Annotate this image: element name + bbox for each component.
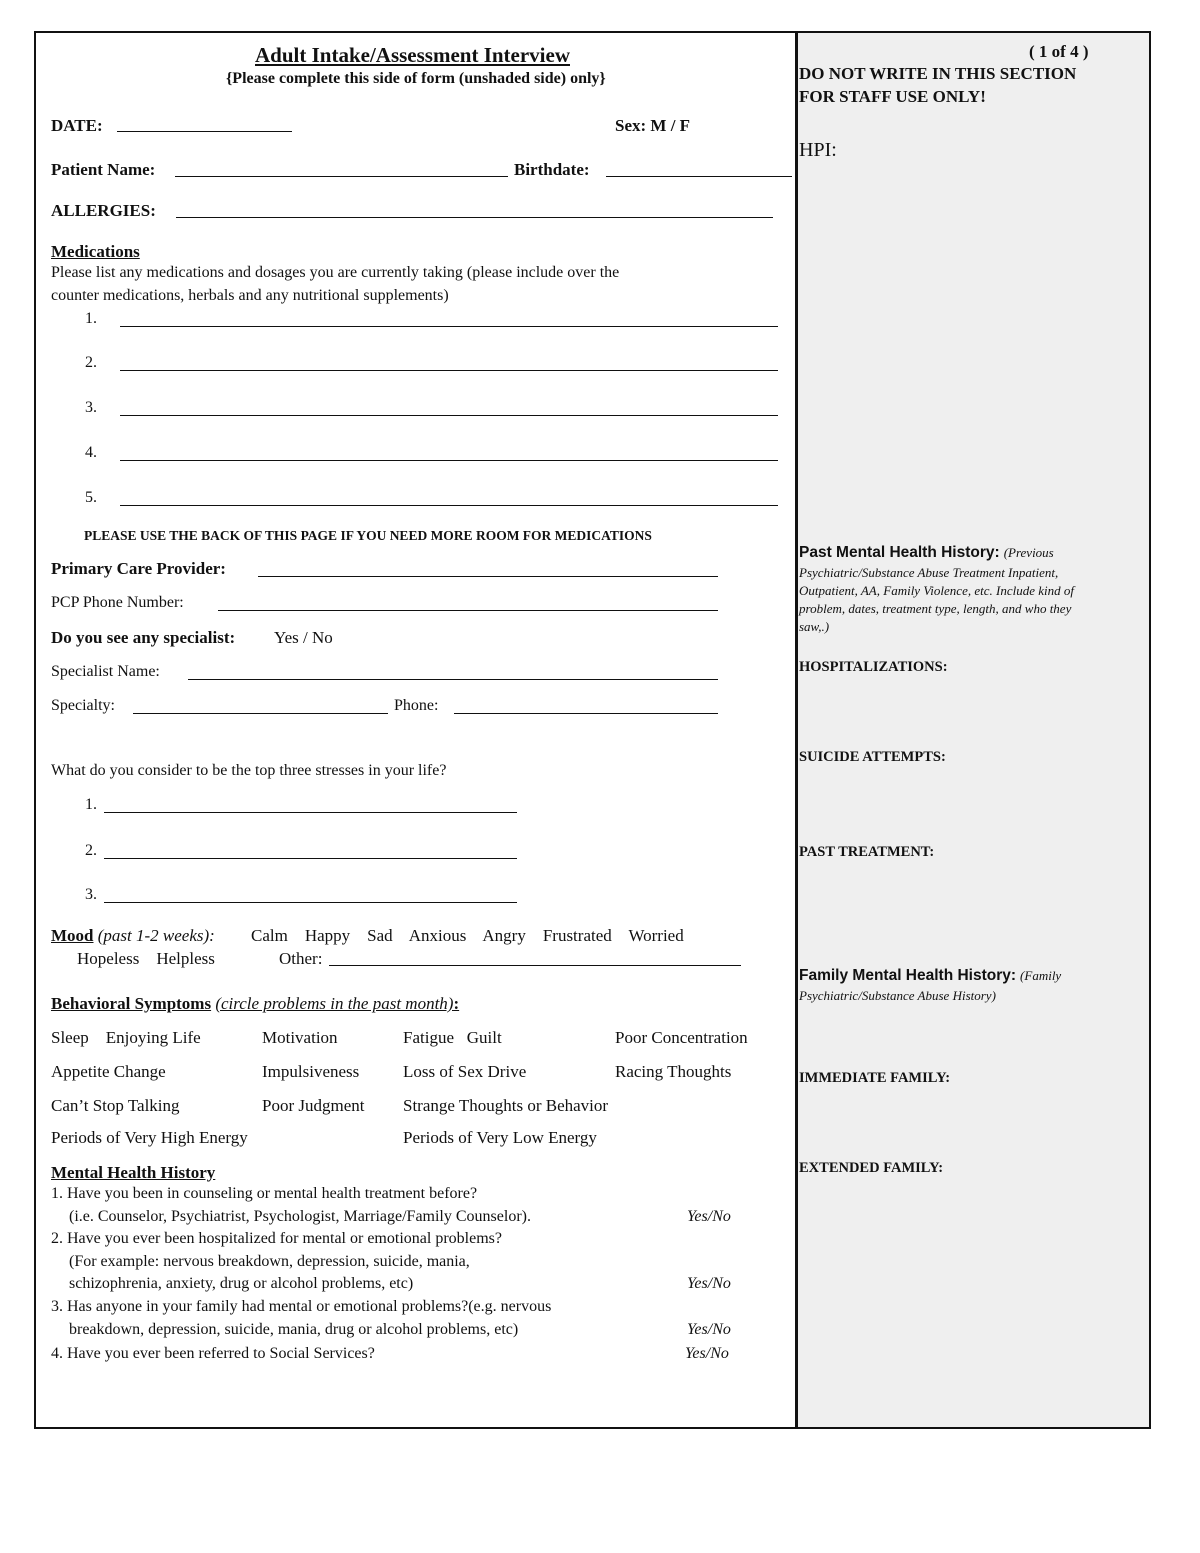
mood-timeframe: (past 1-2 weeks): bbox=[97, 926, 215, 945]
specialist-name-field[interactable] bbox=[188, 679, 718, 680]
stress-field-2[interactable] bbox=[104, 858, 517, 859]
symptom-option[interactable]: Impulsiveness bbox=[262, 1062, 360, 1081]
medications-instructions-1: Please list any medications and dosages you are currently taking (please include over the bbox=[51, 264, 620, 281]
form-title: Adult Intake/Assessment Interview bbox=[255, 43, 570, 67]
birthdate-label: Birthdate: bbox=[514, 160, 590, 179]
symptom-option[interactable]: Appetite Change bbox=[51, 1062, 166, 1081]
specialist-phone-field[interactable] bbox=[454, 713, 718, 714]
date-label: DATE: bbox=[51, 116, 103, 135]
behavioral-heading-row bbox=[51, 994, 459, 1014]
mh-question-4-yes-no[interactable]: Yes/No bbox=[685, 1345, 729, 1362]
medications-heading: Medications bbox=[51, 242, 140, 261]
behavioral-subheading: (circle problems in the past month) bbox=[215, 994, 454, 1013]
mood-options-1[interactable]: Calm Happy Sad Anxious Angry Frustrated Worried bbox=[251, 926, 684, 945]
mh-question-1-yes-no[interactable]: Yes/No bbox=[687, 1208, 731, 1225]
mh-question-2-line-2: (For example: nervous breakdown, depression, suicide, mania, bbox=[69, 1253, 470, 1270]
past-mh-history bbox=[799, 544, 1054, 562]
date-field[interactable] bbox=[117, 131, 292, 132]
symptom-option[interactable]: Fatigue Guilt bbox=[403, 1028, 502, 1047]
mood-other-label: Other: bbox=[279, 949, 323, 968]
stress-field-1[interactable] bbox=[104, 812, 517, 813]
hpi-label: HPI: bbox=[799, 139, 837, 161]
suicide-attempts-label: SUICIDE ATTEMPTS: bbox=[799, 749, 946, 765]
patient-name-field[interactable] bbox=[175, 176, 508, 177]
patient-name-label: Patient Name: bbox=[51, 160, 156, 179]
past-mh-note-2: Psychiatric/Substance Abuse Treatment Inpatient, bbox=[799, 565, 1059, 580]
symptom-option[interactable]: Loss of Sex Drive bbox=[403, 1062, 527, 1081]
pcp-field[interactable] bbox=[258, 576, 718, 577]
medication-number: 2. bbox=[85, 354, 97, 371]
symptom-option[interactable]: Racing Thoughts bbox=[615, 1062, 732, 1081]
stress-number: 3. bbox=[85, 886, 97, 903]
pcp-phone-field[interactable] bbox=[218, 610, 718, 611]
medication-field-4[interactable] bbox=[120, 460, 778, 461]
symptom-option[interactable]: Strange Thoughts or Behavior bbox=[403, 1096, 609, 1115]
stresses-question: What do you consider to be the top three stresses in your life? bbox=[51, 762, 447, 779]
staff-warning-1: DO NOT WRITE IN THIS SECTION bbox=[799, 64, 1077, 83]
phone-label: Phone: bbox=[394, 697, 439, 714]
past-mh-note-5: saw,.) bbox=[799, 619, 830, 634]
medication-field-2[interactable] bbox=[120, 370, 778, 371]
specialty-field[interactable] bbox=[133, 713, 388, 714]
medication-number: 5. bbox=[85, 489, 97, 506]
mh-question-1-line-1: 1. Have you been in counseling or mental health treatment before? bbox=[51, 1185, 478, 1202]
behavioral-colon: : bbox=[453, 994, 460, 1013]
medication-number: 4. bbox=[85, 444, 97, 461]
mh-question-3-yes-no[interactable]: Yes/No bbox=[687, 1321, 731, 1338]
mood-other-field[interactable] bbox=[329, 965, 741, 966]
medication-number: 3. bbox=[85, 399, 97, 416]
medications-instructions-2: counter medications, herbals and any nutritional supplements) bbox=[51, 287, 449, 304]
allergies-field[interactable] bbox=[176, 217, 773, 218]
mh-question-1-line-2: (i.e. Counselor, Psychiatrist, Psychologist, Marriage/Family Counselor). bbox=[69, 1208, 531, 1225]
mh-question-2-yes-no[interactable]: Yes/No bbox=[687, 1275, 731, 1292]
family-mh-note-1: (Family bbox=[1020, 968, 1062, 983]
staff-warning-2: FOR STAFF USE ONLY! bbox=[799, 87, 986, 106]
mood-options-2[interactable]: Hopeless Helpless bbox=[77, 949, 215, 968]
allergies-label: ALLERGIES: bbox=[51, 201, 156, 220]
behavioral-heading: Behavioral Symptoms bbox=[51, 994, 212, 1013]
symptom-option[interactable]: Poor Concentration bbox=[615, 1028, 748, 1047]
mh-question-4-line-1: 4. Have you ever been referred to Social Services? bbox=[51, 1345, 375, 1362]
stress-number: 1. bbox=[85, 796, 97, 813]
mh-question-2-line-1: 2. Have you ever been hospitalized for mental or emotional problems? bbox=[51, 1230, 502, 1247]
symptom-option[interactable]: Periods of Very Low Energy bbox=[403, 1128, 597, 1147]
page-indicator: ( 1 of 4 ) bbox=[1029, 42, 1089, 61]
medication-field-3[interactable] bbox=[120, 415, 778, 416]
past-mh-note-3: Outpatient, AA, Family Violence, etc. Include kind of bbox=[799, 583, 1074, 598]
specialist-name-label: Specialist Name: bbox=[51, 663, 160, 680]
past-treatment-label: PAST TREATMENT: bbox=[799, 844, 935, 860]
pcp-label: Primary Care Provider: bbox=[51, 559, 226, 578]
symptom-option[interactable]: Poor Judgment bbox=[262, 1096, 365, 1115]
specialty-label: Specialty: bbox=[51, 697, 115, 714]
family-mh-label: Family Mental Health History: bbox=[799, 967, 1017, 984]
symptom-option[interactable]: Periods of Very High Energy bbox=[51, 1128, 248, 1147]
mh-question-3-line-1: 3. Has anyone in your family had mental or emotional problems?(e.g. nervous bbox=[51, 1298, 552, 1315]
pcp-phone-label: PCP Phone Number: bbox=[51, 594, 184, 611]
stress-number: 2. bbox=[85, 842, 97, 859]
form-subtitle: {Please complete this side of form (unshaded side) only} bbox=[226, 70, 606, 87]
specialist-yes-no[interactable]: Yes / No bbox=[274, 628, 333, 647]
past-mh-label: Past Mental Health History: bbox=[799, 544, 1000, 561]
symptom-option[interactable]: Can’t Stop Talking bbox=[51, 1096, 180, 1115]
medication-field-1[interactable] bbox=[120, 326, 778, 327]
family-mh-note-2: Psychiatric/Substance Abuse History) bbox=[799, 988, 996, 1003]
mh-question-2-line-3: schizophrenia, anxiety, drug or alcohol problems, etc) bbox=[69, 1275, 414, 1292]
section-divider bbox=[795, 31, 798, 1429]
birthdate-field[interactable] bbox=[606, 176, 792, 177]
family-mh-history bbox=[799, 967, 1061, 985]
mood-label: Mood bbox=[51, 926, 94, 945]
symptom-option[interactable]: Motivation bbox=[262, 1028, 338, 1047]
past-mh-note-1: (Previous bbox=[1003, 545, 1054, 560]
symptom-option[interactable]: Sleep Enjoying Life bbox=[51, 1028, 201, 1047]
stress-field-3[interactable] bbox=[104, 902, 517, 903]
mh-question-3-line-2: breakdown, depression, suicide, mania, drug or alcohol problems, etc) bbox=[69, 1321, 519, 1338]
hospitalizations-label: HOSPITALIZATIONS: bbox=[799, 659, 948, 675]
immediate-family-label: IMMEDIATE FAMILY: bbox=[799, 1070, 951, 1086]
medication-number: 1. bbox=[85, 310, 97, 327]
past-mh-note-4: problem, dates, treatment type, length, and who they bbox=[799, 601, 1072, 616]
medication-field-5[interactable] bbox=[120, 505, 778, 506]
sex-field[interactable]: Sex: M / F bbox=[615, 116, 691, 135]
mood-row bbox=[51, 926, 215, 946]
specialist-question: Do you see any specialist: bbox=[51, 628, 236, 647]
medications-back-note: PLEASE USE THE BACK OF THIS PAGE IF YOU NEED MORE ROOM FOR MEDICATIONS bbox=[84, 528, 652, 543]
extended-family-label: EXTENDED FAMILY: bbox=[799, 1160, 944, 1176]
mental-history-heading: Mental Health History bbox=[51, 1163, 216, 1182]
